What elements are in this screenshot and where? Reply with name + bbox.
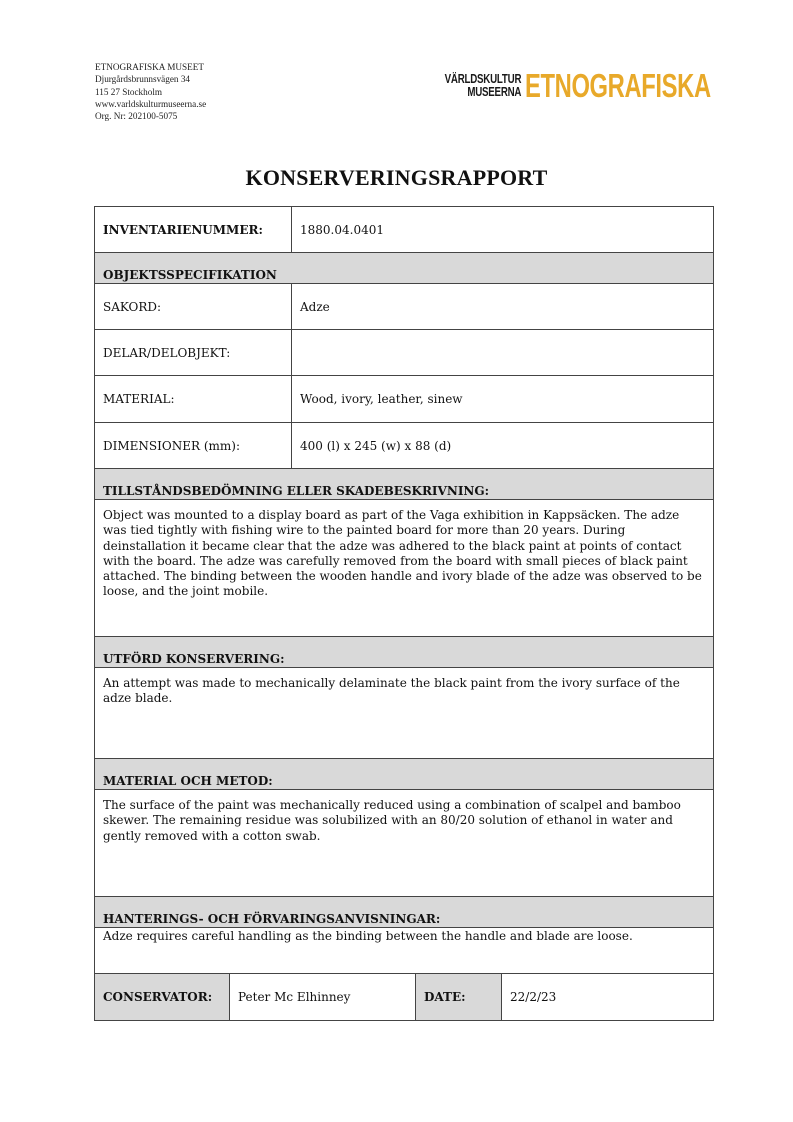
logo-line-2: MUSEERNA	[467, 85, 522, 99]
conservator-value[interactable]: Peter Mc Elhinney	[230, 974, 416, 1020]
inventory-row	[95, 207, 713, 253]
material-label: MATERIAL:	[95, 376, 292, 422]
condition-text[interactable]: Object was mounted to a display board as part of the Vaga exhibition in Kappsäcken. The adze was tied tightly with fishing wire to the painted board for more than 20 years. During deinstallation it became clear that the adze was adhered to the black paint at points of contact with the board. The adze was carefully removed from the board with small pieces of black paint attached. The binding between the wooden handle and ivory blade of the adze was observed to be loose, and the joint mobile.	[95, 500, 713, 637]
date-label: DATE:	[416, 974, 502, 1020]
materials-method-heading: MATERIAL OCH METOD:	[95, 759, 713, 790]
dimensions-value[interactable]: 400 (l) x 245 (w) x 88 (d)	[300, 438, 452, 453]
treatment-heading: UTFÖRD KONSERVERING:	[95, 637, 713, 668]
inventory-label: INVENTARIENUMMER:	[95, 207, 292, 252]
treatment-text[interactable]: An attempt was made to mechanically delaminate the black paint from the ivory surface of the adze blade.	[95, 668, 713, 759]
address-name: ETNOGRAFISKA MUSEET	[95, 62, 204, 72]
inventory-value[interactable]: 1880.04.0401	[300, 222, 384, 237]
object-name-row	[95, 284, 713, 330]
museum-address	[95, 61, 206, 122]
dimensions-label: DIMENSIONER (mm):	[95, 423, 292, 468]
museum-logo	[423, 66, 783, 106]
address-street: Djurgårdsbrunnsvägen 34	[95, 74, 191, 85]
parts-value[interactable]	[292, 330, 713, 375]
date-value[interactable]: 22/2/23	[510, 990, 557, 1004]
object-name-label: SAKORD:	[95, 284, 292, 329]
handling-text[interactable]: Adze requires careful handling as the binding between the handle and blade are loose.	[95, 928, 713, 974]
handling-heading: HANTERINGS- OCH FÖRVARINGSANVISNINGAR:	[95, 897, 713, 928]
logo-line-1: VÄRLDSKULTUR	[444, 72, 522, 86]
conservation-report-form	[94, 206, 714, 1021]
condition-heading: TILLSTÅNDSBEDÖMNING ELLER SKADEBESKRIVNING:	[95, 469, 713, 500]
logo-brand: ETNOGRAFISKA	[525, 67, 712, 104]
page-title: KONSERVERINGSRAPPORT	[245, 165, 548, 190]
conservator-label: CONSERVATOR:	[95, 974, 230, 1020]
material-value[interactable]: Wood, ivory, leather, sinew	[300, 392, 463, 406]
dimensions-row	[95, 423, 713, 469]
object-name-value[interactable]: Adze	[300, 299, 330, 314]
parts-row	[95, 330, 713, 376]
address-city: 115 27 Stockholm	[95, 86, 163, 97]
logo-wordmark-left	[445, 73, 522, 99]
address-website: www.varldskulturmuseerna.se	[95, 98, 207, 109]
address-org-number: Org. Nr: 202100-5075	[95, 111, 178, 122]
material-row	[95, 376, 713, 423]
materials-method-text[interactable]: The surface of the paint was mechanically reduced using a combination of scalpel and bamboo skewer. The remaining residue was solubilized with an 80/20 solution of ethanol in water and gently removed with a cotton swab.	[95, 790, 713, 897]
signature-row	[95, 974, 713, 1020]
object-spec-heading: OBJEKTSSPECIFIKATION	[95, 253, 713, 284]
parts-label: DELAR/DELOBJEKT:	[95, 330, 292, 375]
